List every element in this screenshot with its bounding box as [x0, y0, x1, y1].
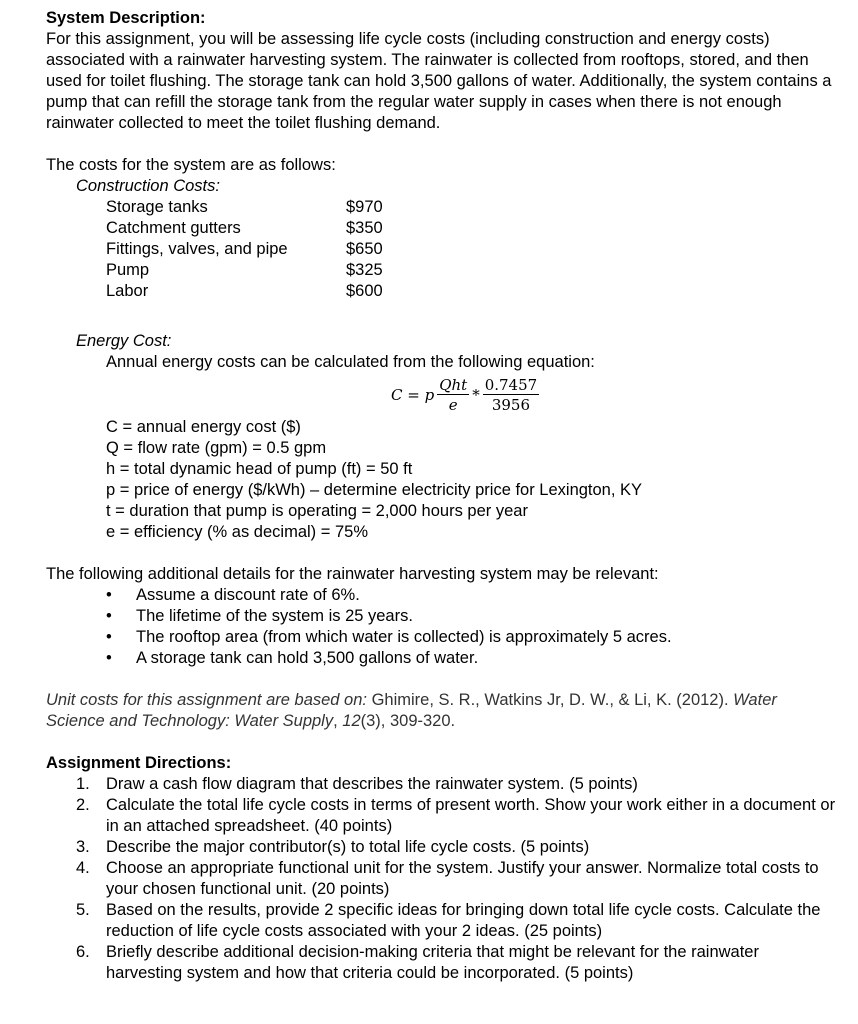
- equation-fraction-2: [483, 376, 540, 415]
- fraction-numerator: Qht: [439, 375, 468, 394]
- cost-name: Labor: [106, 282, 149, 300]
- item-number: 5.: [76, 901, 90, 919]
- equation-fraction-1: [437, 376, 469, 415]
- item-text: Based on the results, provide 2 specific ideas for bringing down total life cycle costs. Calculate the reduction of life cycle costs associated with your 2 ideas. (25 points): [106, 901, 821, 940]
- cost-name: Pump: [106, 261, 150, 279]
- variable-definition: p = price of energy ($/kWh) – determine electricity price for Lexington, KY: [106, 481, 643, 499]
- directions-title: Assignment Directions:: [46, 754, 232, 772]
- construction-costs-title: Construction Costs:: [76, 177, 220, 195]
- energy-cost-title: Energy Cost:: [76, 332, 172, 350]
- details-intro: The following additional details for the rainwater harvesting system may be relevant:: [46, 565, 659, 583]
- variable-definition: Q = flow rate (gpm) = 0.5 gpm: [106, 439, 327, 457]
- directions-list: [46, 774, 838, 984]
- reference-comma: ,: [333, 712, 343, 730]
- reference-rest: (3), 309-320.: [360, 712, 456, 730]
- construction-costs-list: [46, 197, 838, 302]
- costs-intro: The costs for the system are as follows:: [46, 156, 336, 174]
- cost-value: $325: [346, 261, 383, 279]
- list-item: [46, 795, 838, 837]
- fraction-denominator: 3956: [491, 395, 531, 414]
- reference-prefix: Unit costs for this assignment are based on:: [46, 691, 367, 709]
- item-number: 3.: [76, 838, 90, 856]
- item-text: Briefly describe additional decision-making criteria that might be relevant for the rainwater harvesting system and how that criteria could be incorporated. (5 points): [106, 943, 759, 982]
- energy-cost-intro: Annual energy costs can be calculated from the following equation:: [106, 353, 595, 371]
- list-item: • The lifetime of the system is 25 years.: [46, 606, 838, 627]
- system-description-text: For this assignment, you will be assessing life cycle costs (including construction and energy costs) associated with a rainwater harvesting system. The rainwater is collected from rooftops, stored, and then used for toilet flushing. The storage tank can hold 3,500 gallons of water. Additionally, the system contains a pump that can refill the storage tank from the regular water supply in cases when there is not enough rainwater collected to meet the toilet flushing demand.: [46, 30, 832, 132]
- list-item: [46, 774, 838, 795]
- list-item: [46, 858, 838, 900]
- cost-name: Storage tanks: [106, 198, 208, 216]
- cost-row: [46, 197, 838, 218]
- reference-journal: Water Science and Technology: Water Supply: [46, 691, 777, 730]
- item-text: Describe the major contributor(s) to total life cycle costs. (5 points): [106, 838, 590, 856]
- cost-name: Fittings, valves, and pipe: [106, 240, 288, 258]
- variable-definition: h = total dynamic head of pump (ft) = 50 ft: [106, 460, 413, 478]
- list-item: [46, 942, 838, 984]
- list-item: [46, 900, 838, 942]
- details-list: [46, 585, 838, 669]
- item-number: 6.: [76, 943, 90, 961]
- list-item: • The rooftop area (from which water is collected) is approximately 5 acres.: [46, 627, 838, 648]
- variable-definition: C = annual energy cost ($): [106, 418, 301, 436]
- cost-name: Catchment gutters: [106, 219, 241, 237]
- energy-equation: [46, 373, 838, 417]
- variable-definition: e = efficiency (% as decimal) = 75%: [106, 523, 368, 541]
- equation-lhs: C = p: [391, 385, 435, 404]
- item-number: 4.: [76, 859, 90, 877]
- list-item: • A storage tank can hold 3,500 gallons of water.: [46, 648, 838, 669]
- fraction-numerator: 0.7457: [484, 375, 538, 394]
- item-number: 1.: [76, 775, 90, 793]
- cost-row: [46, 281, 838, 302]
- cost-value: $650: [346, 240, 383, 258]
- fraction-denominator: e: [448, 395, 458, 414]
- item-text: Draw a cash flow diagram that describes the rainwater system. (5 points): [106, 775, 638, 793]
- system-description-title: System Description:: [46, 9, 206, 27]
- reference-volume: 12: [342, 712, 361, 730]
- equation-variables: [46, 417, 838, 543]
- list-item: • Assume a discount rate of 6%.: [46, 585, 838, 606]
- cost-value: $350: [346, 219, 383, 237]
- cost-value: $970: [346, 198, 383, 216]
- variable-definition: t = duration that pump is operating = 2,000 hours per year: [106, 502, 528, 520]
- reference-authors: Ghimire, S. R., Watkins Jr, D. W., & Li, K. (2012).: [367, 691, 734, 709]
- reference-citation: [46, 690, 838, 732]
- cost-row: [46, 239, 838, 260]
- cost-row: [46, 218, 838, 239]
- item-text: Choose an appropriate functional unit for the system. Justify your answer. Normalize total costs to your chosen functional unit. (20 points): [106, 859, 819, 898]
- equation-operator: *: [472, 385, 480, 404]
- item-number: 2.: [76, 796, 90, 814]
- list-item: [46, 837, 838, 858]
- cost-value: $600: [346, 282, 383, 300]
- item-text: Calculate the total life cycle costs in terms of present worth. Show your work either in a document or in an attached spreadsheet. (40 points): [106, 796, 836, 835]
- cost-row: [46, 260, 838, 281]
